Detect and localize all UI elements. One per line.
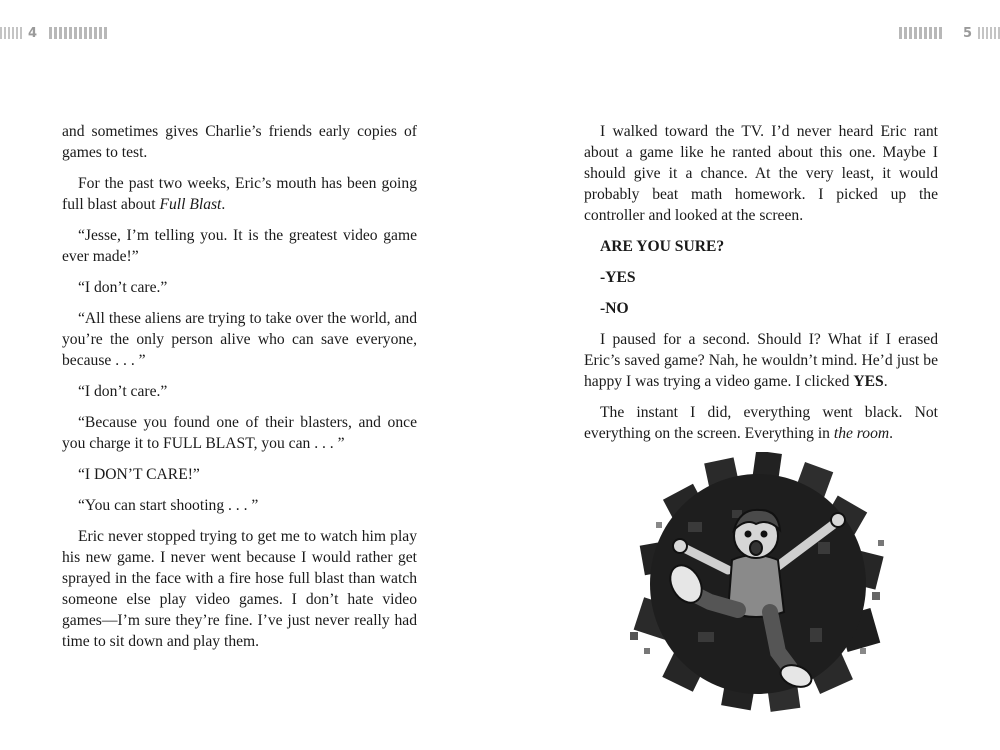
header-decoration [978, 27, 1000, 39]
dialogue-line: “All these aliens are trying to take over the world, and you’re the only person alive who can save everyone, because . . . ” [62, 310, 417, 369]
dialogue-line: “I don’t care.” [78, 383, 168, 400]
header-chapter-title-graphic [899, 27, 943, 39]
paragraph: I paused for a second. Should I? What if I erased Eric’s saved game? Nah, he wouldn’t mind. He’d just be happy I was trying a video game. I clicked YES. [584, 331, 938, 390]
right-running-header [899, 24, 1000, 42]
dialogue-line: “You can start shooting . . . ” [78, 497, 259, 514]
dialogue-line: “Jesse, I’m telling you. It is the greatest video game ever made!” [62, 227, 417, 265]
game-title: Full Blast [159, 196, 222, 213]
paragraph: For the past two weeks, Eric’s mouth has been going full blast about Full Blast. [62, 175, 417, 213]
dialogue-line: “I DON’T CARE!” [78, 466, 200, 483]
left-page-number: 4 [28, 25, 38, 41]
paragraph: I walked toward the TV. I’d never heard Eric rant about a game like he ranted about this one. Maybe I should give it a chance. At the very least, it would probably beat math homework. I picked up the controller and looked at the screen. [584, 123, 938, 224]
game-option-yes: -YES [600, 269, 636, 286]
right-page-text [584, 121, 938, 454]
dialogue-line: “Because you found one of their blasters, and once you charge it to FULL BLAST, you can . . . ” [62, 414, 417, 452]
left-running-header [0, 24, 107, 42]
header-decoration [0, 27, 22, 39]
paragraph: Eric never stopped trying to get me to watch him play his new game. I never went because I would rather get sprayed in the face with a fire hose full blast than watch someone else play video games. I don’t hate video games—I’m sure they’re fine. I’ve just never really had time to sit down and play them. [62, 528, 417, 650]
paragraph: and sometimes gives Charlie’s friends early copies of games to test. [62, 123, 417, 161]
game-prompt: ARE YOU SURE? [600, 238, 725, 255]
header-book-title-graphic [49, 27, 107, 39]
falling-boy-illustration [628, 452, 888, 714]
paragraph: The instant I did, everything went black. Not everything on the screen. Everything in the room. [584, 404, 938, 442]
game-option-no: -NO [600, 300, 629, 317]
left-page-text [62, 121, 417, 662]
dialogue-line: “I don’t care.” [78, 279, 168, 296]
right-page-number: 5 [962, 25, 972, 41]
